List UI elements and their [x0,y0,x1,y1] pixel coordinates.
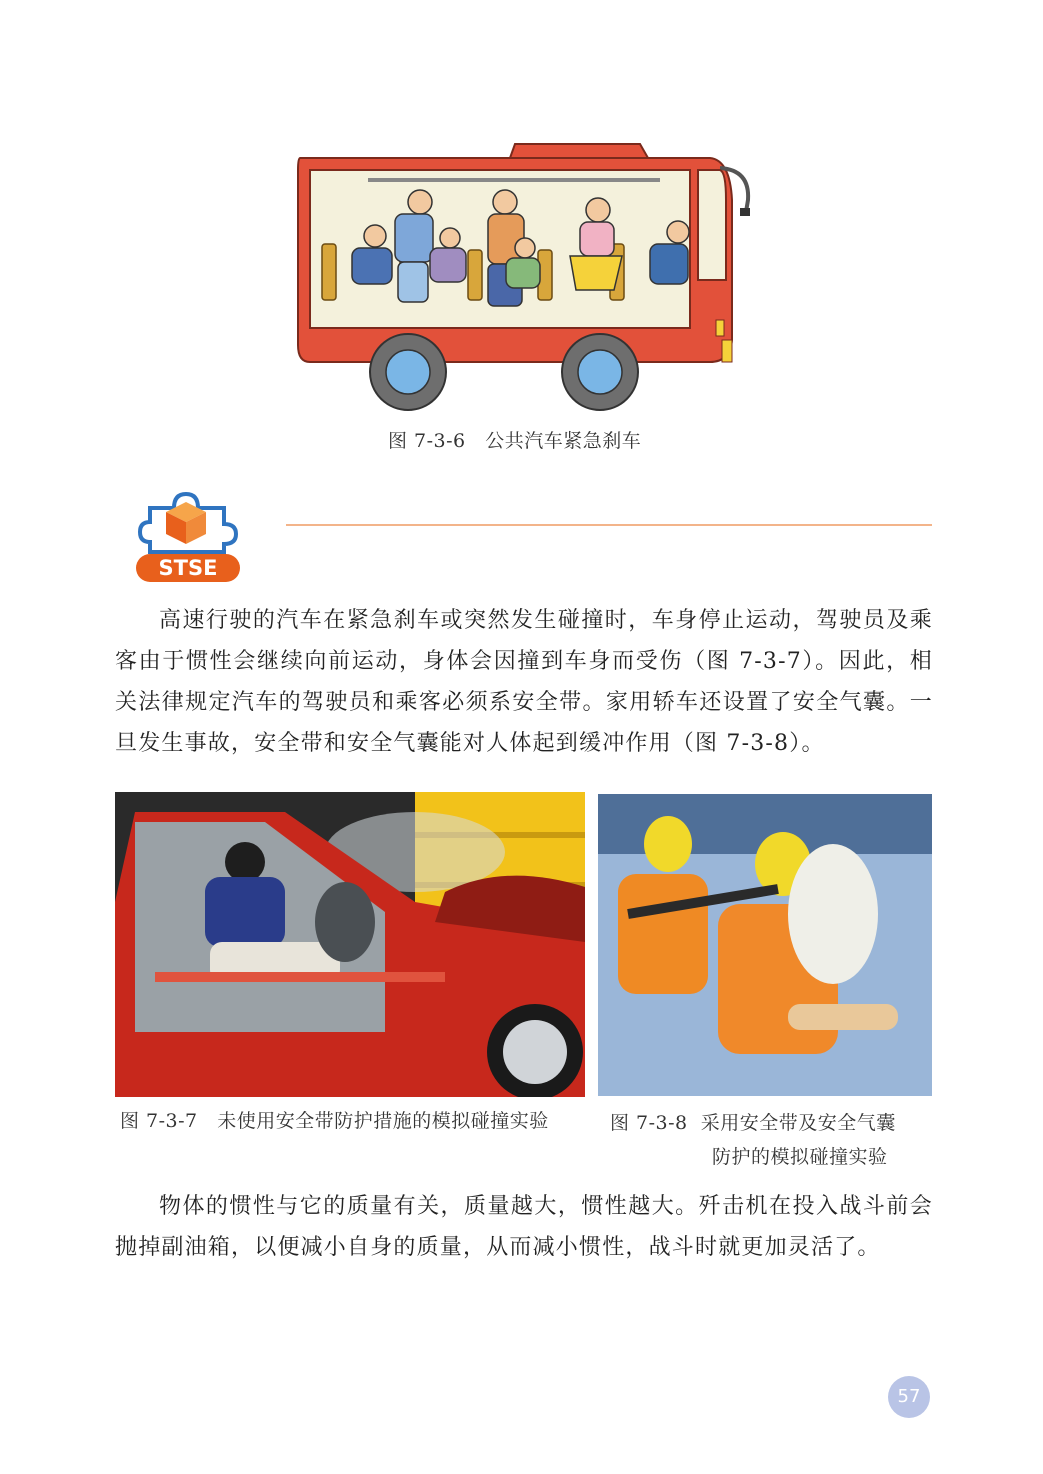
caption-number: 图 7-3-7 [120,1110,198,1132]
stse-label: STSE [158,556,218,580]
paragraph-seatbelt [115,600,933,764]
paragraph-text: 高速行驶的汽车在紧急刹车或突然发生碰撞时，车身停止运动，驾驶员及乘客由于惯性会继续向前运动，身体会因撞到车身而受伤（图 7-3-7）。因此，相关法律规定汽车的驾驶员和乘客必须系安全带。家用轿车还设置了安全气囊。一旦发生事故，安全带和安全气囊能对人体起到缓冲作用（图 7-3-8）。 [115,608,933,756]
photo-crash-test-no-seatbelt [115,792,585,1097]
stse-logo [132,484,244,584]
paragraph-mass-inertia [115,1186,933,1268]
section-divider [286,524,932,526]
caption-number: 图 7-3-8 [610,1112,688,1134]
caption-text: 未使用安全带防护措施的模拟碰撞实验 [217,1110,549,1132]
caption-text: 公共汽车紧急刹车 [485,430,642,452]
figure-caption-bus [388,426,641,453]
caption-number: 图 7-3-6 [388,430,466,452]
paragraph-text: 物体的惯性与它的质量有关，质量越大，惯性越大。歼击机在投入战斗前会抛掉副油箱，以便减小自身的质量，从而减小惯性，战斗时就更加灵活了。 [115,1194,933,1260]
figure-caption-crash [120,1106,549,1133]
puzzle-cube-icon [132,484,244,584]
bus-illustration [280,140,760,422]
photo-crash-test-airbag [598,794,932,1096]
caption-text-line1: 采用安全带及安全气囊 [700,1112,896,1134]
page-number: 57 [888,1376,930,1418]
caption-text-line2: 防护的模拟碰撞实验 [712,1146,888,1168]
figure-caption-airbag [610,1106,940,1174]
